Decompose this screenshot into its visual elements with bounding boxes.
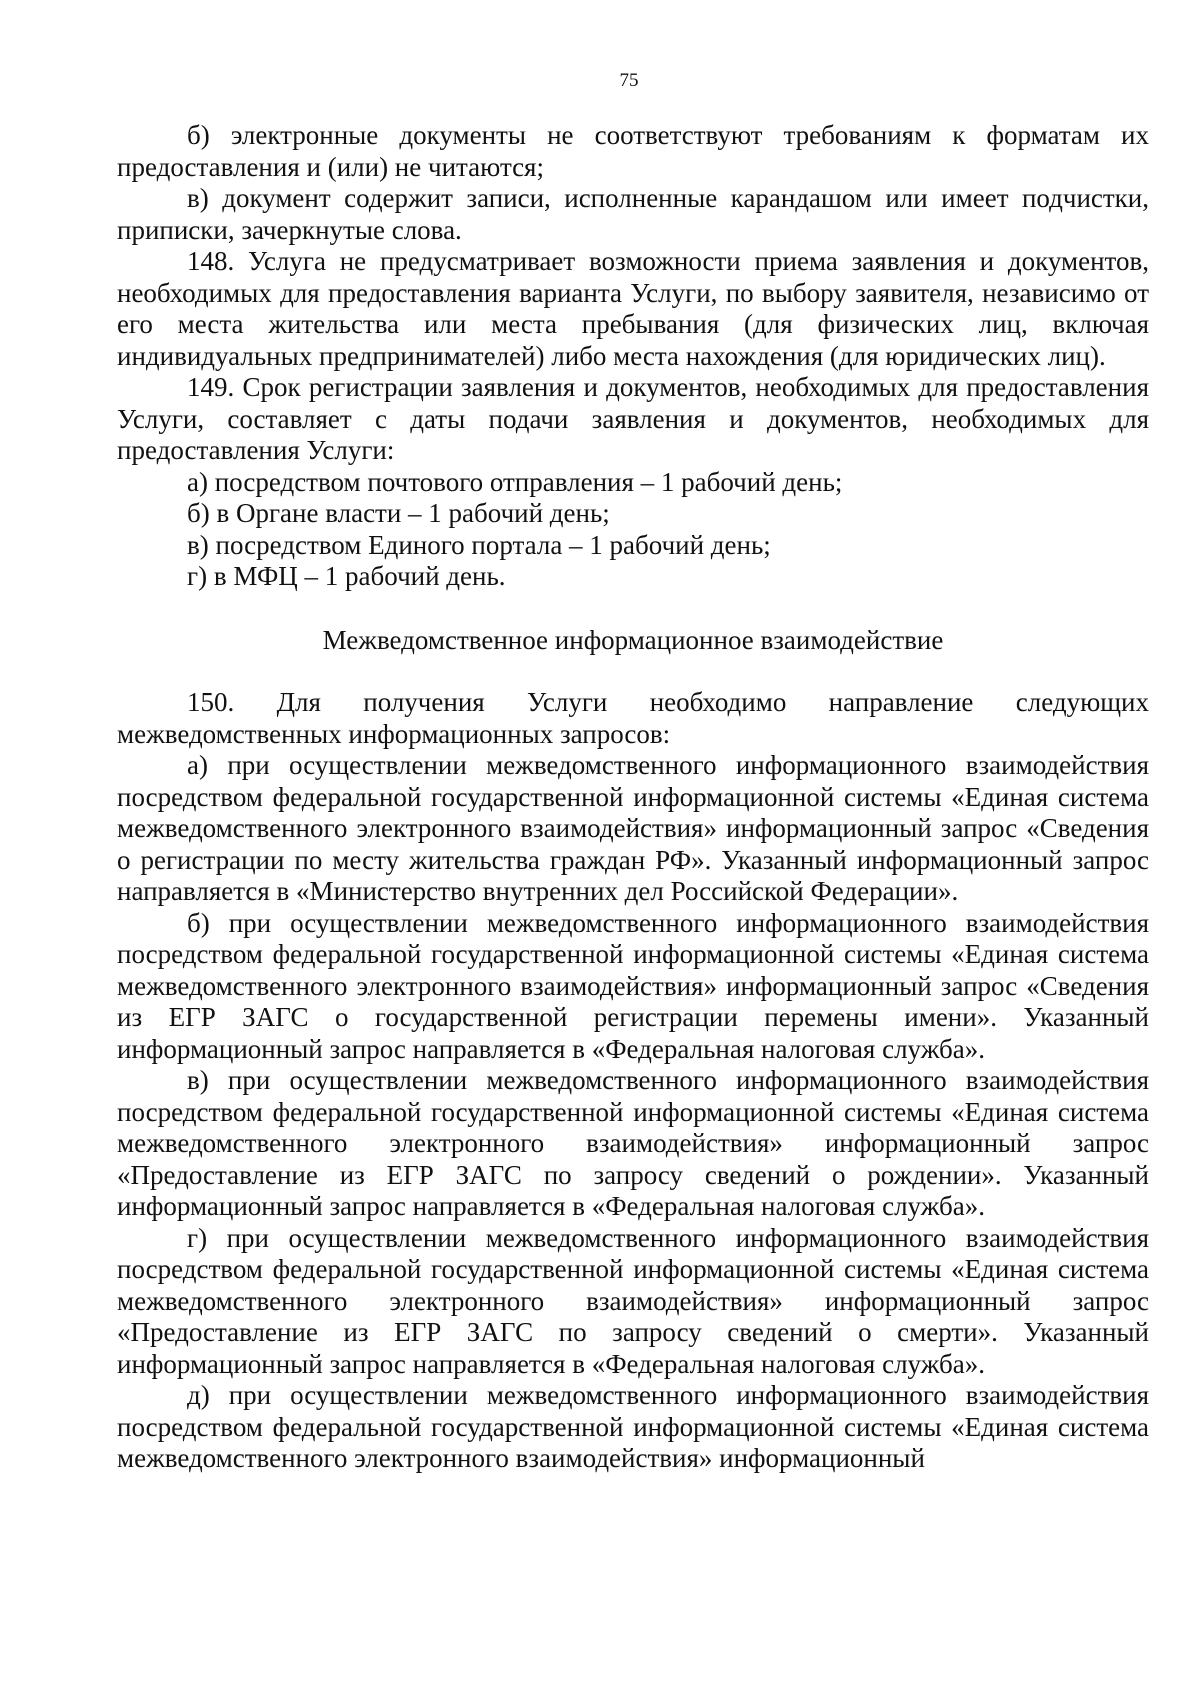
paragraph-150: 150. Для получения Услуги необходимо направление следующих межведомственных информационных запросов: — [117, 687, 1149, 749]
request-item-a: а) при осуществлении межведомственного информационного взаимодействия посредством федеральной государственной информационной системы «Единая система межведомственного электронного взаимодействия» информационный запрос «Сведения о регистрации по месту жительства граждан РФ». Указанный информационный запрос направляется в «Министерство внутренних дел Российской Федерации». — [117, 750, 1149, 906]
request-item-g: г) при осуществлении межведомственного информационного взаимодействия посредством федеральной государственной информационной системы «Единая система межведомственного электронного взаимодействия» информационный запрос «Предоставление из ЕГР ЗАГС по запросу сведений о смерти». Указанный информационный запрос направляется в «Федеральная налоговая служба». — [117, 1222, 1149, 1379]
paragraph-v-pencil: в) документ содержит записи, исполненные карандашом или имеет подчистки, приписки, зачеркнутые слова. — [117, 183, 1149, 245]
document-body — [117, 120, 1149, 1475]
request-item-d: д) при осуществлении межведомственного информационного взаимодействия посредством федеральной государственной информационной системы «Единая система межведомственного электронного взаимодействия» информационный — [117, 1380, 1149, 1473]
paragraph-b-format: б) электронные документы не соответствуют требованиям к форматам их предоставления и (или) не читаются; — [117, 120, 1149, 182]
paragraph-148: 148. Услуга не предусматривает возможности приема заявления и документов, необходимых для предоставления варианта Услуги, по выбору заявителя, независимо от его места жительства или места пребывания (для физических лиц, включая индивидуальных предпринимателей) либо места нахождения (для юридических лиц). — [117, 246, 1149, 371]
list-item-g-mfc: г) в МФЦ – 1 рабочий день. — [187, 561, 506, 591]
list-item-a-post: а) посредством почтового отправления – 1 рабочий день; — [187, 466, 843, 497]
page-number: 75 — [619, 70, 639, 91]
list-item-b-authority: б) в Органе власти – 1 рабочий день; — [187, 498, 610, 528]
list-item-v-portal: в) посредством Единого портала – 1 рабочий день; — [187, 529, 771, 560]
section-heading: Межведомственное информационное взаимодействие — [322, 624, 944, 655]
request-item-b: б) при осуществлении межведомственного информационного взаимодействия посредством федеральной государственной информационной системы «Единая система межведомственного электронного взаимодействия» информационный запрос «Сведения из ЕГР ЗАГС о государственной регистрации перемены имени». Указанный информационный запрос направляется в «Федеральная налоговая служба». — [117, 907, 1149, 1064]
request-item-v: в) при осуществлении межведомственного информационного взаимодействия посредством федеральной государственной информационной системы «Единая система межведомственного электронного взаимодействия» информационный запрос «Предоставление из ЕГР ЗАГС по запросу сведений о рождении». Указанный информационный запрос направляется в «Федеральная налоговая служба». — [117, 1065, 1149, 1221]
paragraph-149: 149. Срок регистрации заявления и документов, необходимых для предоставления Услуги, составляет с даты подачи заявления и документов, необходимых для предоставления Услуги: — [117, 372, 1149, 465]
